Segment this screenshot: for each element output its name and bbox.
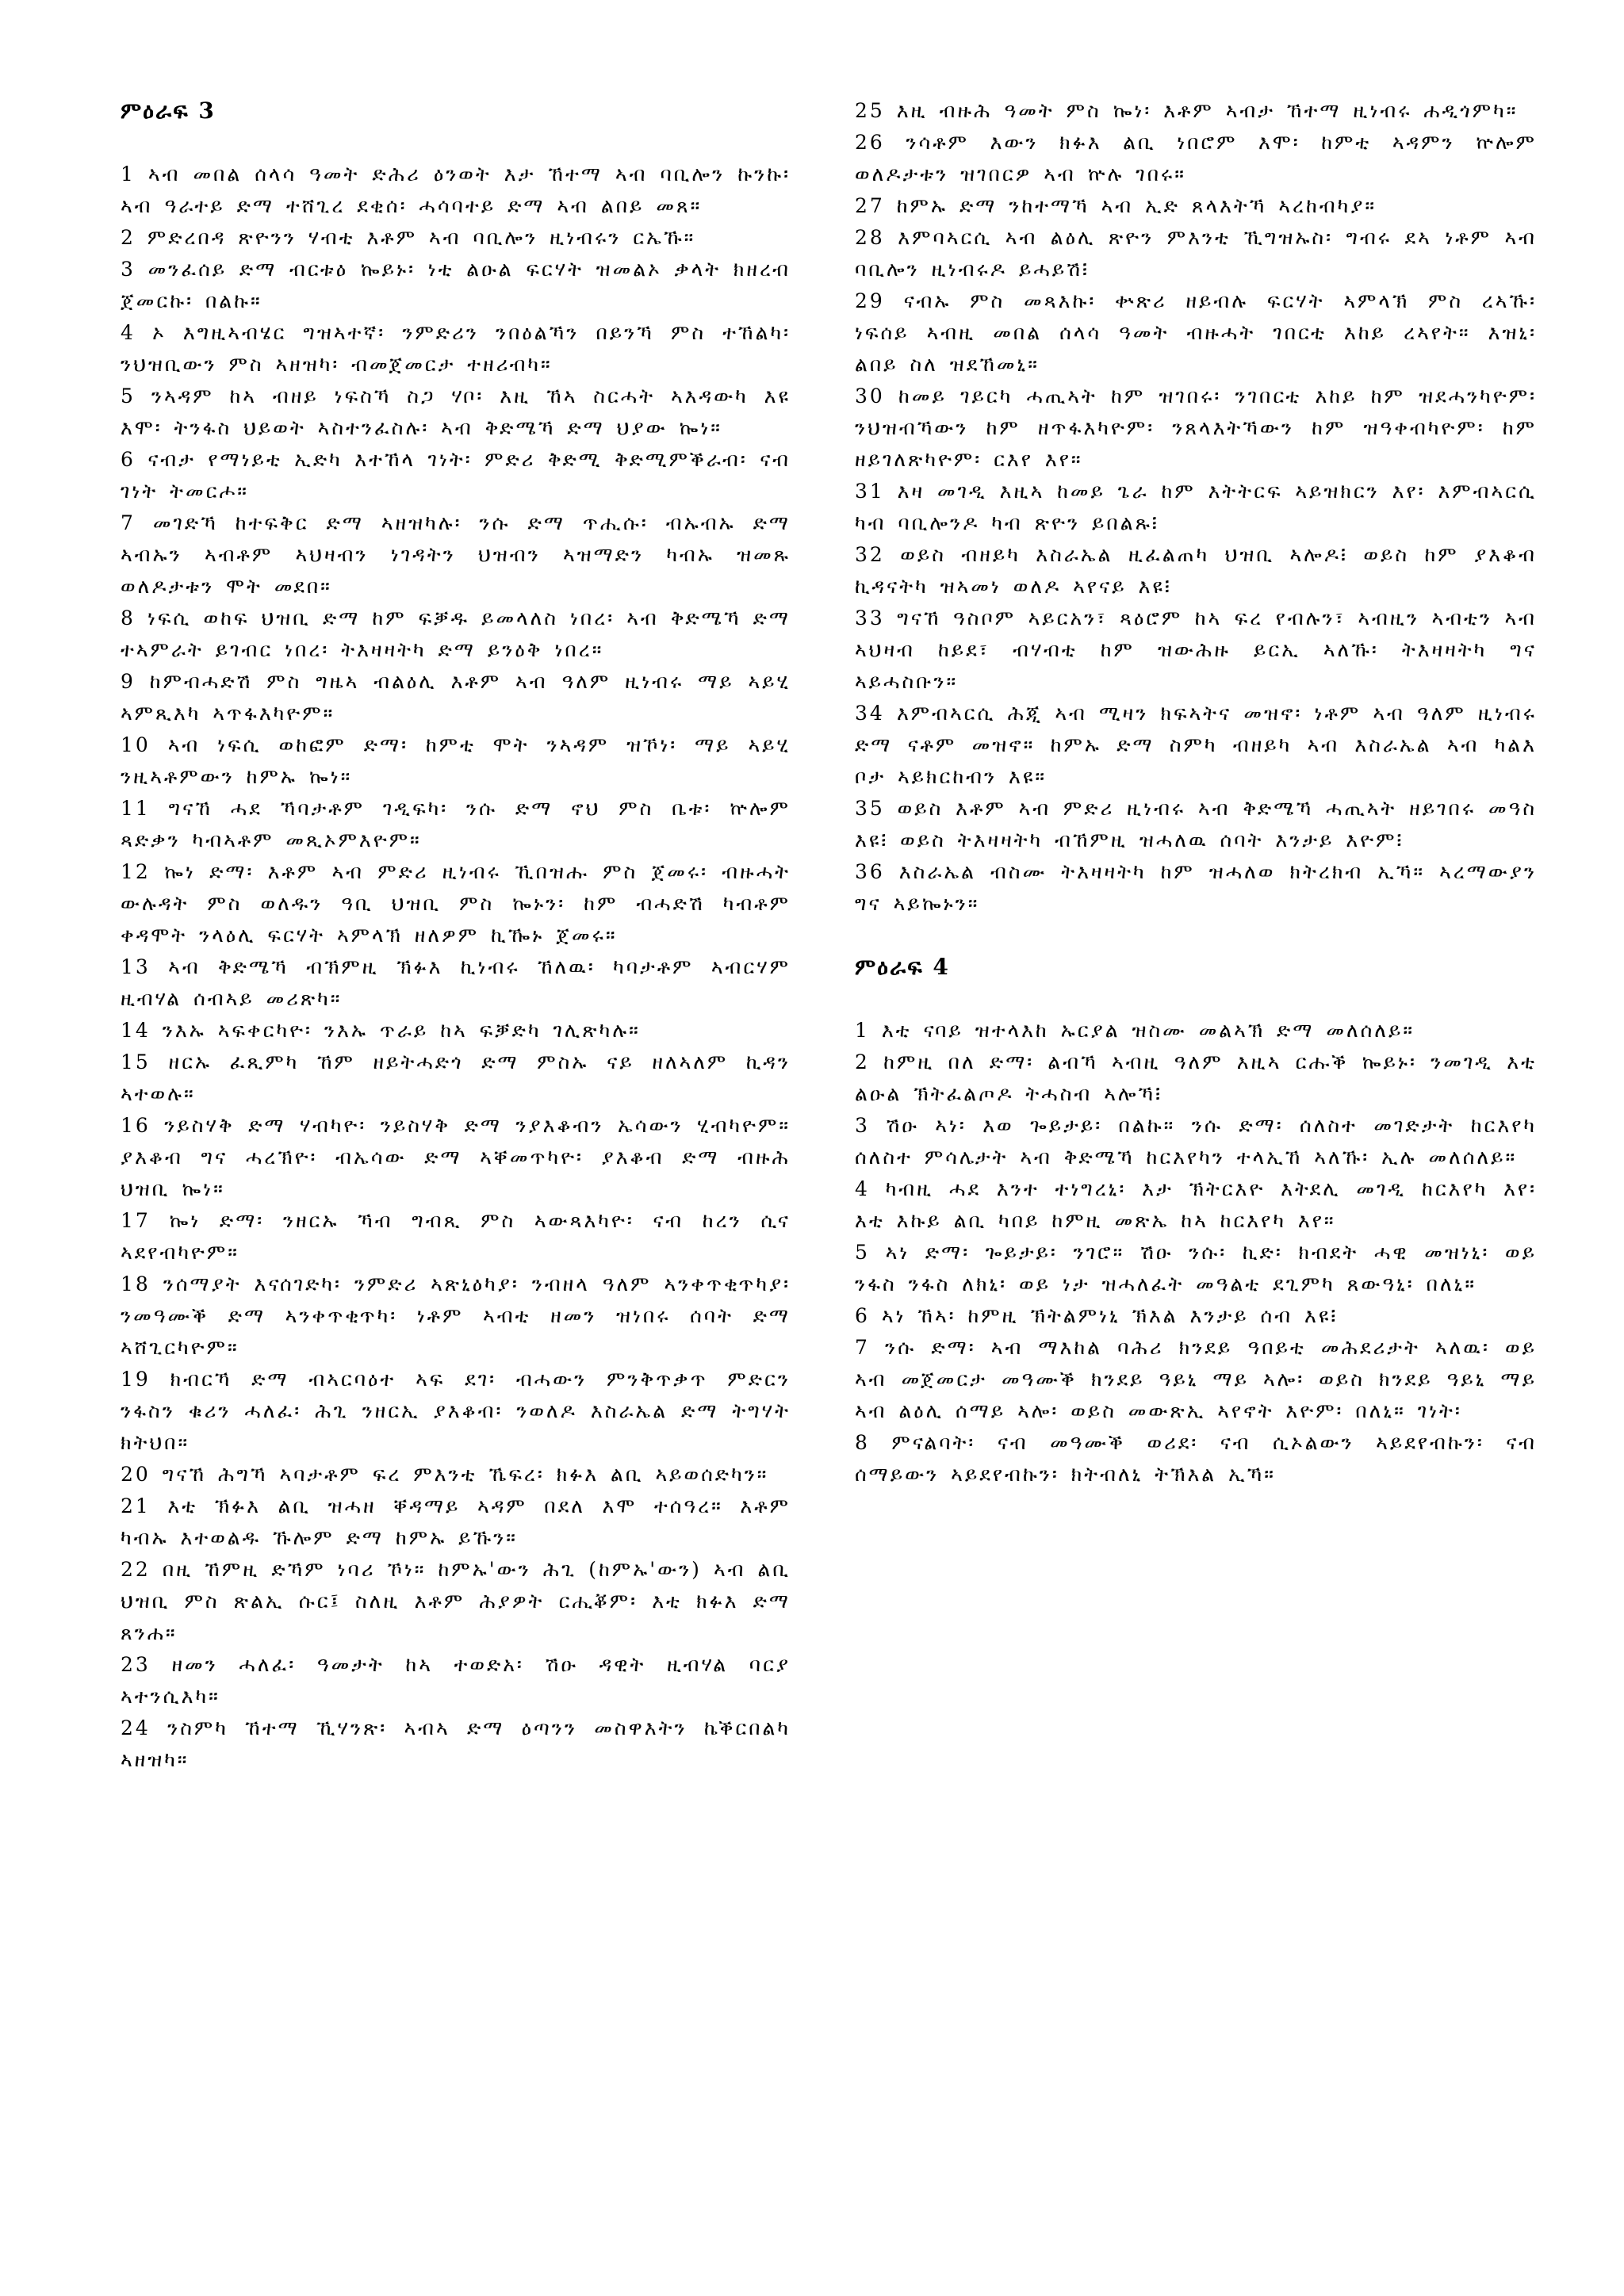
verse: 10 ኣብ ነፍሲ ወከፎም ድማ፡ ከምቲ ሞት ንኣዳም ዝኾነ፡ ማይ ኣይሂ ንዚኣቶምውን ከምኡ ኰነ። (121, 733, 791, 788)
verse: 32 ወይስ ብዘይካ እስራኤል ዚፈልጠካ ህዝቢ ኣሎዶ፧ ወይስ ከም ያእቆብ ኪዳናትካ ዝኣመነ ወለዶ ኣየናይ እዩ፧ (855, 543, 1537, 598)
chapter-4-heading: ምዕራፍ 4 (855, 954, 950, 980)
verse: 15 ዘርኡ ፈጺምካ ኸም ዘይትሓድጎ ድማ ምስኡ ናይ ዘለኣለም ኪዳን ኣተወሉ። (121, 1050, 791, 1105)
verse: 7 ንሱ ድማ፡ ኣብ ማእከል ባሕሪ ክንደይ ዓበይቲ መሕደሪታት ኣለዉ፡ ወይ ኣብ መጀመርታ መዓሙቕ ክንደይ ዓይኒ ማይ ኣሎ፡ ወይስ ክንደይ ዓይኒ ማይ ኣብ ልዕሊ ሰማይ ኣሎ፡ ወይስ መውጽኢ ኣየኖት እዮም፡ በለኒ። ገነት፡ (855, 1336, 1537, 1422)
verse: 8 ምናልባት፡ ናብ መዓሙቕ ወሪደ፡ ናብ ሲኦልውን ኣይደየብኩን፡ ናብ ሰማይውን ኣይደየብኩን፡ ክትብለኒ ትኽእል ኢኻ። (855, 1431, 1537, 1486)
verse: 4 ኦ እግዚኣብሄር ግዝኣተኛ፡ ንምድሪን ንበዕልኻን በይንኻ ምስ ተኸልካ፡ ንህዝቢውን ምስ ኣዘዝካ፡ ብመጀመርታ ተዘሪብካ። (121, 321, 791, 376)
verse: 25 እዚ ብዙሕ ዓመት ምስ ኰነ፡ እቶም ኣብታ ኸተማ ዚነብሩ ሐዲጎምካ። (855, 99, 1519, 122)
verse: 16 ንይስሃቅ ድማ ሃብካዮ፡ ንይስሃቅ ድማ ንያእቆብን ኤሳውን ሂብካዮም። ያእቆብ ግና ሓረኽዮ፡ ብኤሳው ድማ ኣቐመጥካዮ፡ ያእቆብ ድማ ብዙሕ ህዝቢ ኰነ። (121, 1114, 791, 1200)
verse: 14 ንእኡ ኣፍቀርካዮ፡ ንእኡ ጥራይ ከኣ ፍቓድካ ገሊጽካሉ። (121, 1019, 641, 1042)
verse: 1 እቲ ናባይ ዝተላእከ ኡርያል ዝስሙ መልኣኽ ድማ መለሰለይ። (855, 1019, 1415, 1042)
verse: 27 ከምኡ ድማ ንከተማኻ ኣብ ኢድ ጸላእትኻ ኣረከብካያ። (855, 194, 1377, 217)
verse: 36 እስራኤል ብስሙ ትእዛዛትካ ከም ዝሓለወ ክትረክብ ኢኻ። ኣረማውያን ግና ኣይኰኑን። (855, 860, 1537, 915)
verse: 29 ናብኡ ምስ መጻእኩ፡ ቍጽሪ ዘይብሉ ፍርሃት ኣምላኽ ምስ ረኣኹ፡ ነፍሰይ ኣብዚ መበል ሰላሳ ዓመት ብዙሓት ገበርቲ እከይ ረኣየት። እዝኒ፡ ልበይ ስለ ዝደኸመኒ። (855, 289, 1537, 376)
verse: 13 ኣብ ቅድሜኻ ብኽምዚ ኽፉእ ኪነብሩ ኸለዉ፡ ካባታቶም ኣብርሃም ዚብሃል ሰብኣይ መሪጽካ። (121, 955, 791, 1010)
verse: 6 ናብታ የማነይቲ ኢድካ እተኸላ ገነት፡ ምድሪ ቅድሚ ቅድሚምቕራብ፡ ናብ ገነት ትመርሖ። (121, 448, 791, 503)
left-column (121, 95, 791, 1776)
verse: 4 ካብዚ ሓደ እንተ ተነግረኒ፡ እታ ኽትርእዮ እትደሊ መገዲ ከርእየካ እየ፡ እቲ እኩይ ልቢ ካበይ ከምዚ መጽኤ ከኣ ከርእየካ እየ። (855, 1177, 1537, 1232)
verse: 23 ዘመን ሓለፈ፡ ዓመታት ከኣ ተወድአ፡ ሽዑ ዳዊት ዚብሃል ባርያ ኣተንሲእካ። (121, 1653, 791, 1708)
verse: 20 ግናኸ ሕግኻ ኣባታቶም ፍረ ምእንቲ ኼፍረ፡ ክፉእ ልቢ ኣይወሰድካን። (121, 1463, 769, 1486)
verse: 2 ከምዚ በለ ድማ፡ ልብኻ ኣብዚ ዓለም እዚኣ ርሑቕ ኰይኑ፡ ንመገዲ እቲ ልዑል ኽትፈልጦዶ ትሓስብ ኣሎኻ፧ (855, 1050, 1537, 1105)
verse: 5 ኣነ ድማ፡ ጐይታይ፡ ንገሮ። ሽዑ ንሱ፡ ኪድ፡ ክብደት ሓዊ መዝነኒ፡ ወይ ንፋስ ንፋስ ለክኒ፡ ወይ ነታ ዝሓለፈት መዓልቲ ደጊምካ ጸውዓኒ፡ በለኒ። (855, 1241, 1537, 1295)
verse: 1 ኣብ መበል ሰላሳ ዓመት ድሕሪ ዕንወት እታ ኸተማ ኣብ ባቢሎን ኩንኩ፡ ኣብ ዓራተይ ድማ ተሸጊረ ደቂሰ፡ ሓሳባተይ ድማ ኣብ ልበይ መጸ። (121, 163, 791, 217)
verse: 33 ግናኸ ዓስቦም ኣይርአን፣ ጻዕሮም ከኣ ፍረ የብሉን፣ ኣብዚን ኣብቲን ኣብ ኣህዛብ ከይደ፣ ብሃብቲ ከም ዝውሕዙ ይርኢ ኣለኹ፡ ትእዛዛትካ ግና ኣይሓስቡን። (855, 607, 1537, 693)
verse: 24 ንስምካ ኸተማ ኺሃንጽ፡ ኣብኣ ድማ ዕጣንን መስዋእትን ኬቕርበልካ ኣዘዝካ። (121, 1716, 791, 1771)
verse: 2 ምድረበዳ ጽዮንን ሃብቲ እቶም ኣብ ባቢሎን ዚነብሩን ርኤኹ። (121, 226, 696, 249)
right-column (855, 95, 1537, 1490)
verse: 19 ክብርኻ ድማ ብኣርባዕተ ኣፍ ደገ፡ ብሓውን ምንቅጥቃጥ ምድርን ንፋስን ቁሪን ሓለፈ፡ ሕጊ ንዘርኢ ያእቆብ፡ ንወለዶ እስራኤል ድማ ትግሃት ክትህበ። (121, 1368, 791, 1454)
verse: 5 ንኣዳም ከኣ ብዘይ ነፍስኻ ስጋ ሃቦ፡ እዚ ኸኣ ስርሓት ኣእዳውካ እዩ እሞ፡ ትንፋስ ህይወት ኣስተንፈስሉ፡ ኣብ ቅድሜኻ ድማ ህያው ኰነ። (121, 385, 791, 439)
verse: 34 እምብኣርሲ ሕጂ ኣብ ሚዛን ክፍኣትና መዝኖ፡ ነቶም ኣብ ዓለም ዚነብሩ ድማ ናቶም መዝኖ። ከምኡ ድማ ስምካ ብዘይካ ኣብ እስራኤል ኣብ ካልእ ቦታ ኣይክርከብን እዩ። (855, 702, 1537, 788)
verse: 3 ሽዑ ኣነ፡ እወ ጐይታይ፡ በልኩ። ንሱ ድማ፡ ሰለስተ መገድታት ከርእየካ ሰለስተ ምሳሌታት ኣብ ቅድሜኻ ከርእየካን ተላኢኸ ኣለኹ፡ ኢሉ መለሰለይ። (855, 1114, 1537, 1169)
verse: 9 ከምብሓድሽ ምስ ግዜኣ ብልዕሊ እቶም ኣብ ዓለም ዚነብሩ ማይ ኣይሂ ኣምጺእካ ኣጥፋእካዮም። (121, 670, 791, 725)
verse: 12 ኰነ ድማ፡ እቶም ኣብ ምድሪ ዚነብሩ ኺበዝሑ ምስ ጀመሩ፡ ብዙሓት ውሉዳት ምስ ወለዱን ዓቢ ህዝቢ ምስ ኰኑን፡ ከም ብሓድሽ ካብቶም ቀዳሞት ንላዕሊ ፍርሃት ኣምላኽ ዘለዎም ኪዀኑ ጀመሩ። (121, 860, 791, 947)
verse: 35 ወይስ እቶም ኣብ ምድሪ ዚነብሩ ኣብ ቅድሜኻ ሓጢኣት ዘይገበሩ መዓስ እዩ፧ ወይስ ትእዛዛትካ ብኸምዚ ዝሓለዉ ሰባት እንታይ እዮም፧ (855, 797, 1537, 851)
verse: 22 በዚ ኸምዚ ድኻም ነባሪ ኾነ። ከምኡ'ውን ሕጊ (ከምኡ'ውን) ኣብ ልቢ ህዝቢ ምስ ጽልኢ ሱር፤ ስለዚ እቶም ሕያዎት ርሒቖም፡ እቲ ክፉእ ድማ ጸንሐ። (121, 1558, 791, 1644)
verse: 11 ግናኸ ሓደ ኻባታቶም ገዲፍካ፡ ንሱ ድማ ኖህ ምስ ቤቱ፡ ኵሎም ጻድቃን ካብኣቶም መጺኦምእዮም። (121, 797, 791, 851)
verse: 6 ኣነ ኸኣ፡ ከምዚ ኽትልምነኒ ኽእል እንታይ ሰብ እዩ፧ (855, 1304, 1339, 1327)
verse: 21 እቲ ኽፉእ ልቢ ዝሓዘ ቐዳማይ ኣዳም በደለ እሞ ተሰዓረ። እቶም ካብኡ እተወልዱ ኹሎም ድማ ከምኡ ይኹን። (121, 1494, 791, 1549)
verse: 26 ንሳቶም እውን ክፉእ ልቢ ነበሮም እሞ፡ ከምቲ ኣዳምን ኵሎም ወለዶታቱን ዝገበርዎ ኣብ ኵሉ ገበሩ። (855, 131, 1537, 186)
verse: 8 ነፍሲ ወከፍ ህዝቢ ድማ ከም ፍቓዱ ይመላለስ ነበረ፡ ኣብ ቅድሜኻ ድማ ተኣምራት ይገብር ነበረ፡ ትእዛዛትካ ድማ ይንዕቅ ነበረ። (121, 607, 791, 661)
chapter-gap (855, 920, 1537, 951)
verse: 17 ኰነ ድማ፡ ንዘርኡ ኻብ ግብጺ ምስ ኣውጻእካዮ፡ ናብ ከረን ሲና ኣደየብካዮም። (121, 1209, 791, 1264)
chapter-3-verses (121, 159, 791, 1776)
chapter-3-verses-continued (855, 95, 1537, 920)
verse: 3 መንፈሰይ ድማ ብርቱዕ ኰይኑ፡ ነቲ ልዑል ፍርሃት ዝመልኦ ቃላት ክዘረብ ጀመርኩ፡ በልኩ። (121, 258, 791, 312)
verse: 30 ከመይ ገይርካ ሓጢኣት ከም ዝገበሩ፡ ንገበርቲ እከይ ከም ዝደሓንካዮም፡ ንህዝብኻውን ከም ዘጥፋእካዮም፡ ንጸላእትኻውን ከም ዝዓቀብካዮም፡ ከም ዘይገለጽካዮም፡ ርእየ እየ። (855, 385, 1537, 471)
verse: 7 መገድኻ ከተፍቅር ድማ ኣዘዝካሉ፡ ንሱ ድማ ጥሒሱ፡ ብኡብኡ ድማ ኣብኡን ኣብቶም ኣህዛብን ነገዳትን ህዝብን ኣዝማድን ካብኡ ዝመጹ ወለዶታቱን ሞት መደበ። (121, 511, 791, 598)
verse: 31 እዛ መገዲ እዚኣ ከመይ ጌራ ከም እትትርፍ ኣይዝክርን እየ፡ እምብኣርሲ ካብ ባቢሎንዶ ካብ ጽዮን ይበልጹ፧ (855, 480, 1537, 534)
chapter-3-heading: ምዕራፍ 3 (121, 98, 216, 124)
chapter-4-verses (855, 1015, 1537, 1490)
verse: 18 ንሰማያት እናሰገድካ፡ ንምድሪ ኣጽኒዕካያ፡ ንብዘላ ዓለም ኣንቀጥቂጥካያ፡ ንመዓሙቕ ድማ ኣንቀጥቂጥካ፡ ነቶም ኣብቲ ዘመን ዝነበሩ ሰባት ድማ ኣሸጊርካዮም። (121, 1272, 791, 1359)
verse: 28 እምባኣርሲ ኣብ ልዕሊ ጽዮን ምእንቲ ኺግዝኡስ፡ ግብሩ ደኣ ነቶም ኣብ ባቢሎን ዚነብሩዶ ይሓይሽ፧ (855, 226, 1537, 281)
